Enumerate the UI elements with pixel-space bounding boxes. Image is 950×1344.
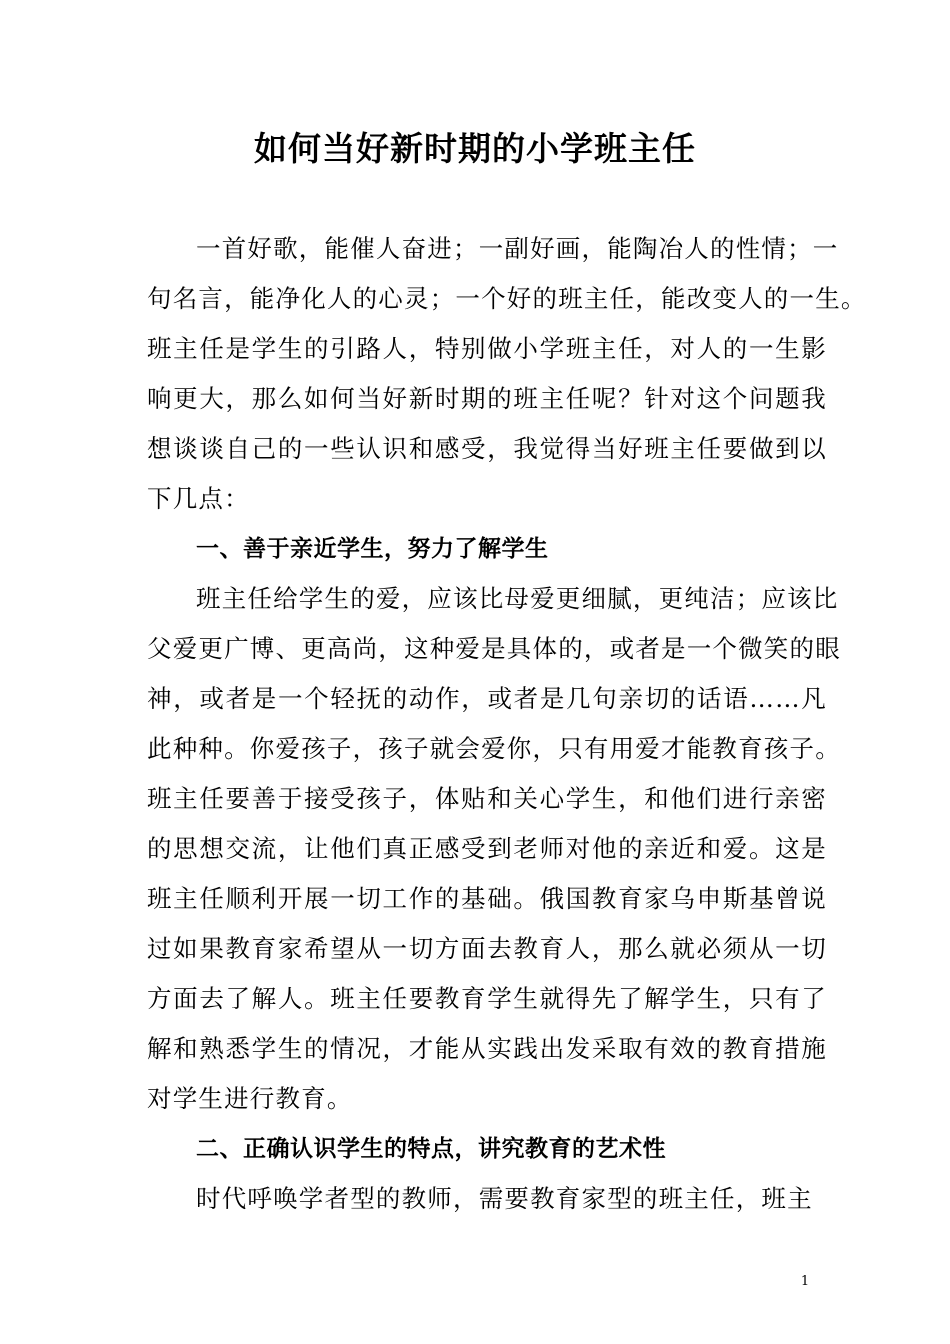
paragraph-line: 神，或者是一个轻抚的动作，或者是几句亲切的话语……凡 <box>147 684 827 713</box>
page-number: 1 <box>800 1274 810 1289</box>
document-title: 如何当好新时期的小学班主任 <box>254 129 696 168</box>
paragraph-line: 此种种。你爱孩子，孩子就会爱你，只有用爱才能教育孩子。 <box>147 734 841 763</box>
paragraph-line: 班主任是学生的引路人，特别做小学班主任，对人的一生影 <box>147 334 827 363</box>
paragraph-line: 班主任给学生的爱，应该比母爱更细腻，更纯洁；应该比 <box>196 584 839 613</box>
paragraph-line: 班主任要善于接受孩子，体贴和关心学生，和他们进行亲密 <box>147 784 827 813</box>
paragraph-line: 时代呼唤学者型的教师，需要教育家型的班主任，班主 <box>196 1184 813 1213</box>
paragraph-line: 一首好歌，能催人奋进；一副好画，能陶冶人的性情；一 <box>196 234 839 263</box>
paragraph-line: 的思想交流，让他们真正感受到老师对他的亲近和爱。这是 <box>147 834 827 863</box>
paragraph-line: 解和熟悉学生的情况，才能从实践出发采取有效的教育措施 <box>147 1034 827 1063</box>
section-heading: 二、正确认识学生的特点，讲究教育的艺术性 <box>196 1136 666 1162</box>
paragraph-line: 下几点： <box>147 484 250 513</box>
paragraph-line: 响更大，那么如何当好新时期的班主任呢？针对这个问题我 <box>147 384 827 413</box>
paragraph-line: 想谈谈自己的一些认识和感受，我觉得当好班主任要做到以 <box>147 434 827 463</box>
paragraph-line: 过如果教育家希望从一切方面去教育人，那么就必须从一切 <box>147 934 827 963</box>
paragraph-line: 班主任顺利开展一切工作的基础。俄国教育家乌申斯基曾说 <box>147 884 827 913</box>
paragraph-line: 对学生进行教育。 <box>147 1084 353 1113</box>
paragraph-line: 父爱更广博、更高尚，这种爱是具体的，或者是一个微笑的眼 <box>147 634 841 663</box>
section-heading: 一、善于亲近学生，努力了解学生 <box>196 536 549 562</box>
paragraph-line: 句名言，能净化人的心灵；一个好的班主任，能改变人的一生。 <box>147 284 867 313</box>
paragraph-line: 方面去了解人。班主任要教育学生就得先了解学生，只有了 <box>147 984 827 1013</box>
